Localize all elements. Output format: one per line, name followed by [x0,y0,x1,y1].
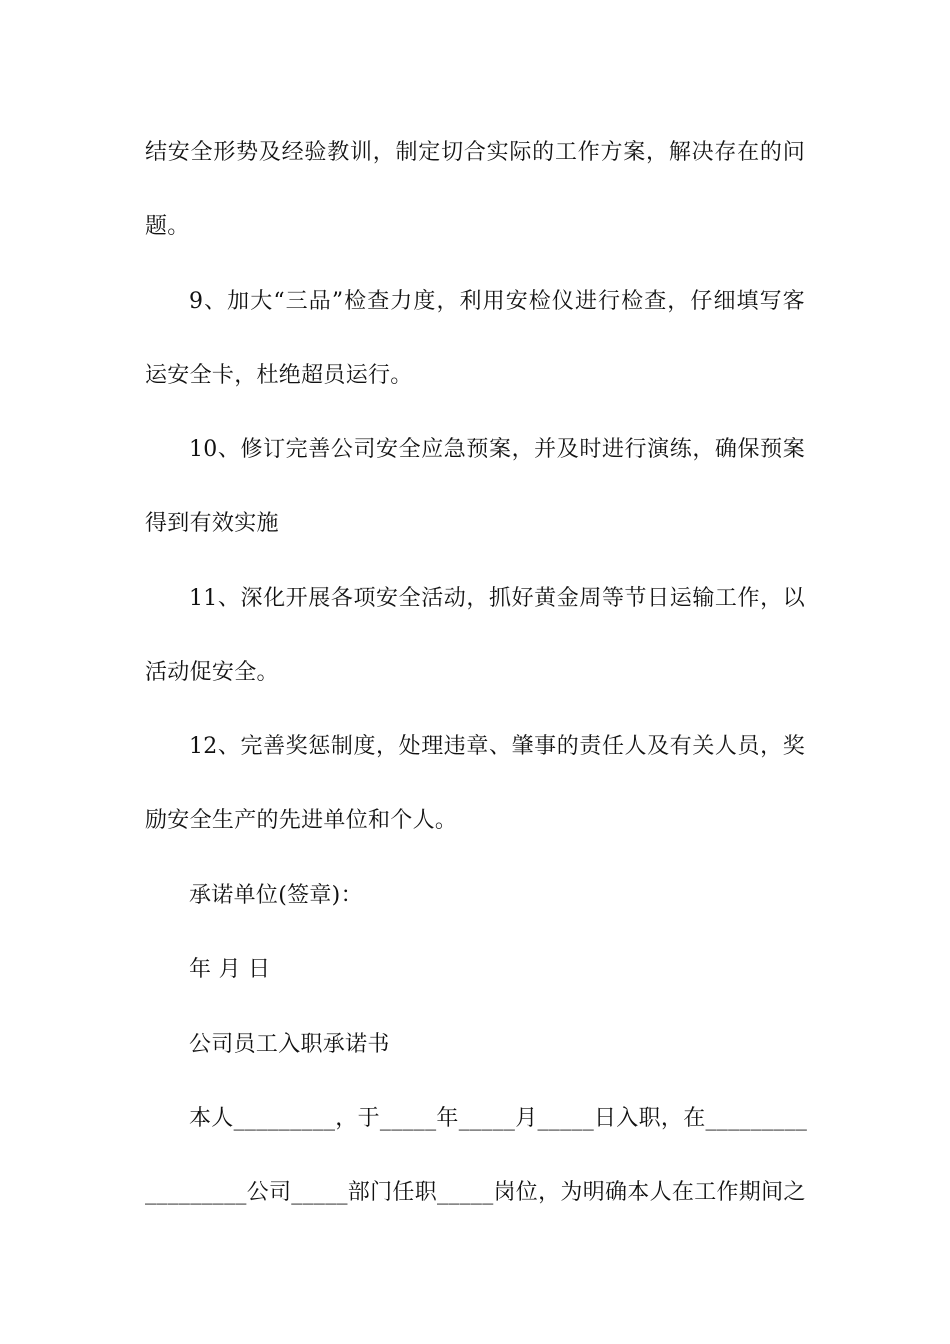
paragraph-12-line-1: 12、完善奖惩制度，处理违章、肇事的责任人及有关人员，奖 [189,734,805,759]
paragraph-10-line-1: 10、修订完善公司安全应急预案，并及时进行演练，确保预案 [189,437,805,462]
paragraph-8-line-2: 结安全形势及经验教训，制定切合实际的工作方案，解决存在的问 [145,140,805,165]
paragraph-12-line-2: 励安全生产的先进单位和个人。 [145,808,458,833]
commitment-paragraph-line-2: _________公司_____部门任职_____岗位，为明确本人在工作期间之 [145,1180,806,1205]
section-title: 公司员工入职承诺书 [189,1032,390,1057]
commitment-paragraph-line-1: 本人_________，于_____年_____月_____日入职，在_________ [189,1106,808,1131]
signature-unit-line: 承诺单位(签章)： [189,883,363,908]
paragraph-11-line-1: 11、深化开展各项安全活动，抓好黄金周等节日运输工作，以 [189,586,805,611]
paragraph-9-line-2: 运安全卡，杜绝超员运行。 [145,363,413,388]
paragraph-9-line-1: 9、加大“三品”检查力度，利用安检仪进行检查，仔细填写客 [189,289,805,314]
paragraph-8-line-3: 题。 [145,214,190,239]
paragraph-11-line-2: 活动促安全。 [145,660,279,685]
paragraph-10-line-2: 得到有效实施 [145,511,279,536]
date-line: 年 月 日 [189,957,271,982]
